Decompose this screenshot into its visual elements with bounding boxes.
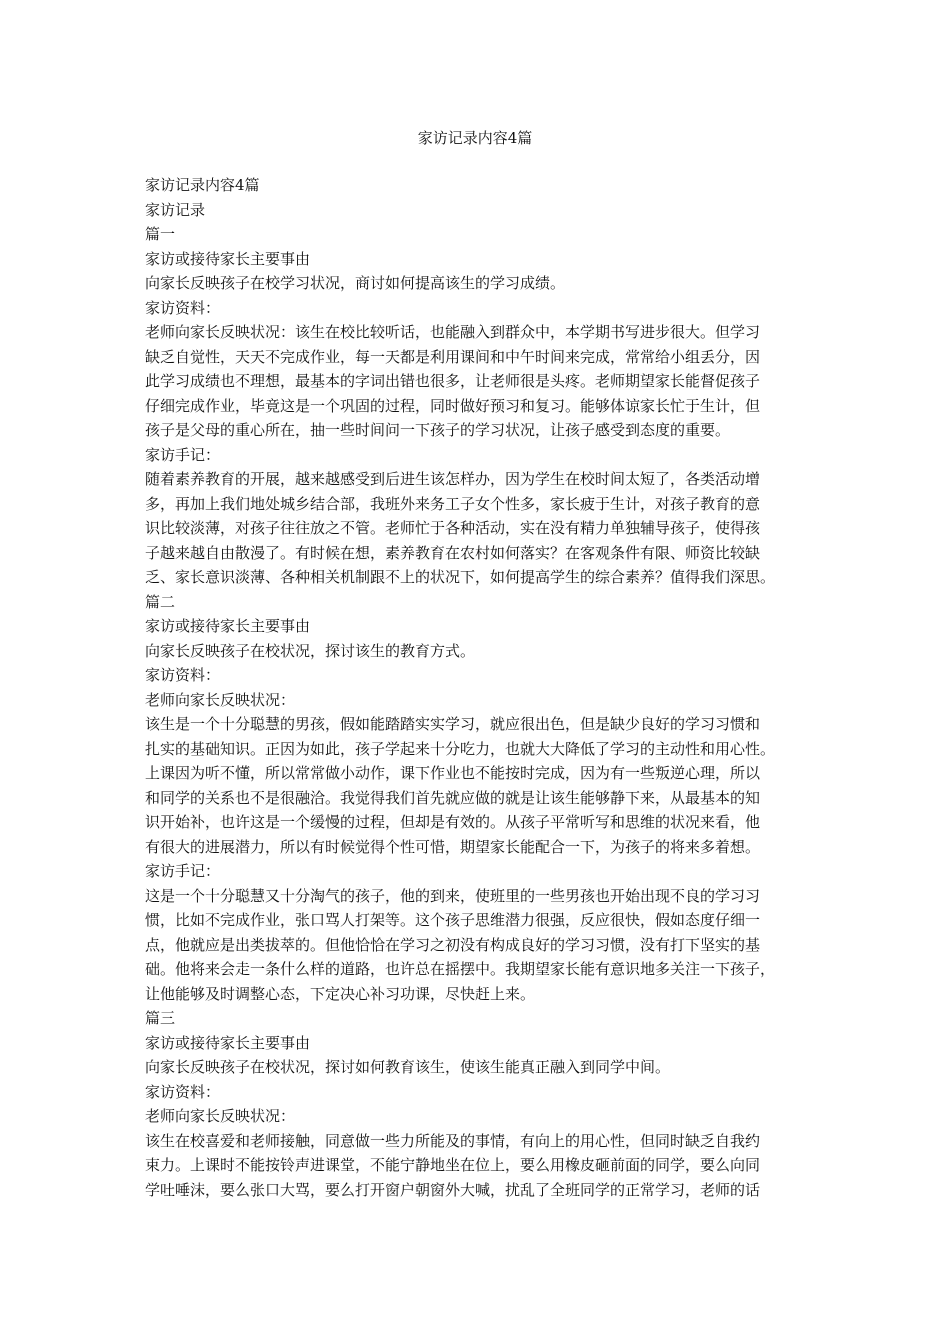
text-line: 这是一个十分聪慧又十分淘气的孩子，他的到来，使班里的一些男孩也开始出现不良的学习习 [145,886,761,905]
text-line: 多，再加上我们地处城乡结合部，我班外来务工子女个性多，家长疲于生计，对孩子教育的意 [145,494,761,513]
text-line: 篇一 [145,225,176,243]
text-line: 子越来越自由散漫了。有时候在想，素养教育在农村如何落实？在客观条件有限、师资比较缺 [145,543,761,562]
text-line: 家访记录内容4篇 [145,176,260,194]
document-title: 家访记录内容4篇 [417,129,533,147]
text-line: 学吐唾沫，要么张口大骂，要么打开窗户朝窗外大喊，扰乱了全班同学的正常学习，老师的话 [145,1180,761,1199]
text-line: 扎实的基础知识。正因为如此，孩子学起来十分吃力，也就大大降低了学习的主动性和用心性。 [145,739,776,758]
text-line: 篇二 [145,592,176,611]
text-line: 家访或接待家长主要事由 [145,1033,311,1052]
text-line: 篇三 [145,1009,176,1027]
text-line: 孩子是父母的重心所在，抽一些时间问一下孩子的学习状况，让孩子感受到态度的重要。 [145,421,731,439]
document-body [145,173,813,1202]
text-line: 向家长反映孩子在校学习状况，商讨如何提高该生的学习成绩。 [145,274,566,292]
text-line: 点，他就应是出类拔萃的。但他恰恰在学习之初没有构成良好的学习习惯，没有打下坚实的基 [145,935,761,954]
text-line: 识比较淡薄，对孩子往往放之不管。老师忙于各种活动，实在没有精力单独辅导孩子，使得孩 [145,519,761,537]
text-line: 束力。上课时不能按铃声进课堂，不能宁静地坐在位上，要么用橡皮砸前面的同学，要么向同 [145,1156,761,1174]
text-line: 此学习成绩也不理想，最基本的字词出错也很多，让老师很是头疼。老师期望家长能督促孩子 [145,372,761,390]
text-line: 该生是一个十分聪慧的男孩，假如能踏踏实实学习，就应很出色，但是缺少良好的学习习惯和 [145,715,761,733]
text-line: 家访记录 [145,200,206,219]
text-line: 家访资料： [145,1082,221,1101]
text-line: 向家长反映孩子在校状况，探讨如何教育该生，使该生能真正融入到同学中间。 [145,1058,671,1076]
text-line: 家访资料： [145,666,221,684]
text-line: 缺乏自觉性，天天不完成作业，每一天都是利用课间和中午时间来完成，常常给小组丢分，因 [145,347,761,366]
text-line: 上课因为听不懂，所以常常做小动作，课下作业也不能按时完成，因为有一些叛逆心理，所以 [145,764,761,782]
text-line: 该生在校喜爱和老师接触，同意做一些力所能及的事情，有向上的用心性，但同时缺乏自我约 [145,1131,761,1150]
text-line: 家访资料： [145,298,221,317]
text-line: 老师向家长反映状况： [145,690,296,709]
text-line: 让他能够及时调整心态，下定决心补习功课，尽快赶上来。 [145,984,536,1003]
text-line: 有很大的进展潜力，所以有时候觉得个性可惜，期望家长能配合一下，为孩子的将来多着想。 [145,837,761,856]
text-line: 老师向家长反映状况：该生在校比较听话，也能融入到群众中，本学期书写进步很大。但学习 [145,323,761,341]
text-line: 随着素养教育的开展，越来越感受到后进生该怎样办，因为学生在校时间太短了，各类活动增 [145,470,761,488]
text-line: 家访或接待家长主要事由 [145,249,311,268]
text-line: 和同学的关系也不是很融洽。我觉得我们首先就应做的就是让该生能够静下来，从最基本的知 [145,788,761,807]
text-line: 惯，比如不完成作业，张口骂人打架等。这个孩子思维潜力很强，反应很快，假如态度仔细一 [145,911,761,929]
text-line: 老师向家长反映状况： [145,1107,296,1125]
text-line: 仔细完成作业，毕竟这是一个巩固的过程，同时做好预习和复习。能够体谅家长忙于生计，但 [145,396,761,415]
text-line: 向家长反映孩子在校状况，探讨该生的教育方式。 [145,641,476,660]
text-line: 乏、家长意识淡薄、各种相关机制跟不上的状况下，如何提高学生的综合素养？值得我们深思。 [145,568,776,586]
text-line: 家访或接待家长主要事由 [145,617,311,635]
text-line: 家访手记： [145,445,221,464]
text-line: 家访手记： [145,862,221,880]
text-line: 识开始补，也许这是一个缓慢的过程，但却是有效的。从孩子平常听写和思维的状况来看，他 [145,813,761,831]
text-line: 础。他将来会走一条什么样的道路，也许总在摇摆中。我期望家长能有意识地多关注一下孩子， [145,960,776,978]
